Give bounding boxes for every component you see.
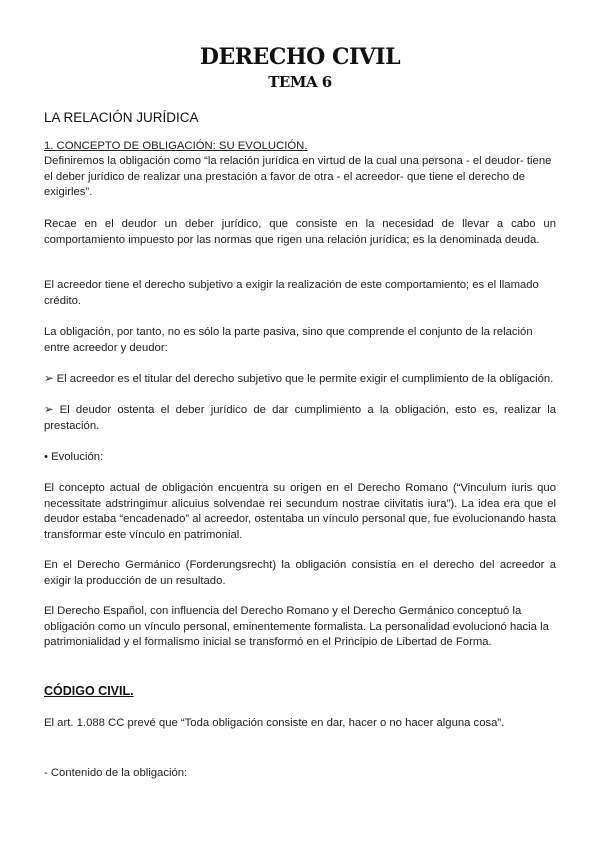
acreedor-paragraph: El acreedor tiene el derecho subjetivo a exigir la realización de este comportamiento; es el llamado crédito. (44, 279, 539, 307)
bullet-acreedor: ➢ El acreedor es el titular del derecho subjetivo que le permite exigir el cumplimiento de la obligación. (44, 373, 554, 385)
deudor-paragraph: Recae en el deudor un deber jurídico, que consiste en la necesidad de llevar a cabo un comportamiento impuesto por las normas que rigen una relación jurídica; es la denominada deuda. (44, 218, 556, 246)
section-heading: LA RELACIÓN JURÍDICA (44, 110, 199, 125)
bullet-deudor: ➢ El deudor ostenta el deber jurídico de dar cumplimiento a la obligación, esto es, realizar la prestación. (44, 404, 556, 432)
contenido-label: - Contenido de la obligación: (44, 767, 188, 779)
definition-paragraph: Definiremos la obligación como “la relación jurídica en virtud de la cual una persona - el deudor- tiene el deber jurídico de realizar una prestación a favor de otra - el acreedor- que tiene el derecho de exigirles”. (44, 155, 552, 198)
derecho-germanico-paragraph: En el Derecho Germánico (Forderungsrecht) la obligación consistía en el derecho del acreedor a exigir la producción de un resultado. (44, 559, 556, 587)
codigo-civil-body (44, 716, 556, 806)
derecho-espanol-paragraph: El Derecho Español, con influencia del Derecho Romano y el Derecho Germánico conceptuó la obligación como un vínculo personal, eminentemente formalista. La personalidad evolucionó hacia la patrimonialidad y el formalismo inicial se transformó en el Principio de Libertad de Forma. (44, 605, 549, 648)
codigo-civil-heading: CÓDIGO CIVIL. (44, 684, 134, 698)
section-body (44, 139, 556, 679)
document-title: DERECHO CIVIL (199, 44, 401, 70)
evolucion-label: • Evolución: (44, 451, 104, 463)
obligacion-paragraph: La obligación, por tanto, no es sólo la parte pasiva, sino que comprende el conjunto de la relación entre acreedor y deudor: (44, 326, 533, 354)
article-paragraph: El art. 1.088 CC prevé que “Toda obligación consiste en dar, hacer o no hacer alguna cosa”. (44, 717, 505, 729)
concept-subheading: 1. CONCEPTO DE OBLIGACIÓN: SU EVOLUCIÓN. (44, 140, 308, 152)
derecho-romano-paragraph: El concepto actual de obligación encuentra su origen en el Derecho Romano (“Vinculum iuris quo necessitate adstringimur alicuius solvendae rei secundum nostrae ciivitatis iura”). La idea era que el deudor estaba “encadenado” al acreedor, ostentaba un vínculo personal que, fue evolucionando hasta transformar este vínculo en patrimonial. (44, 482, 556, 541)
document-subtitle: TEMA 6 (268, 73, 332, 91)
